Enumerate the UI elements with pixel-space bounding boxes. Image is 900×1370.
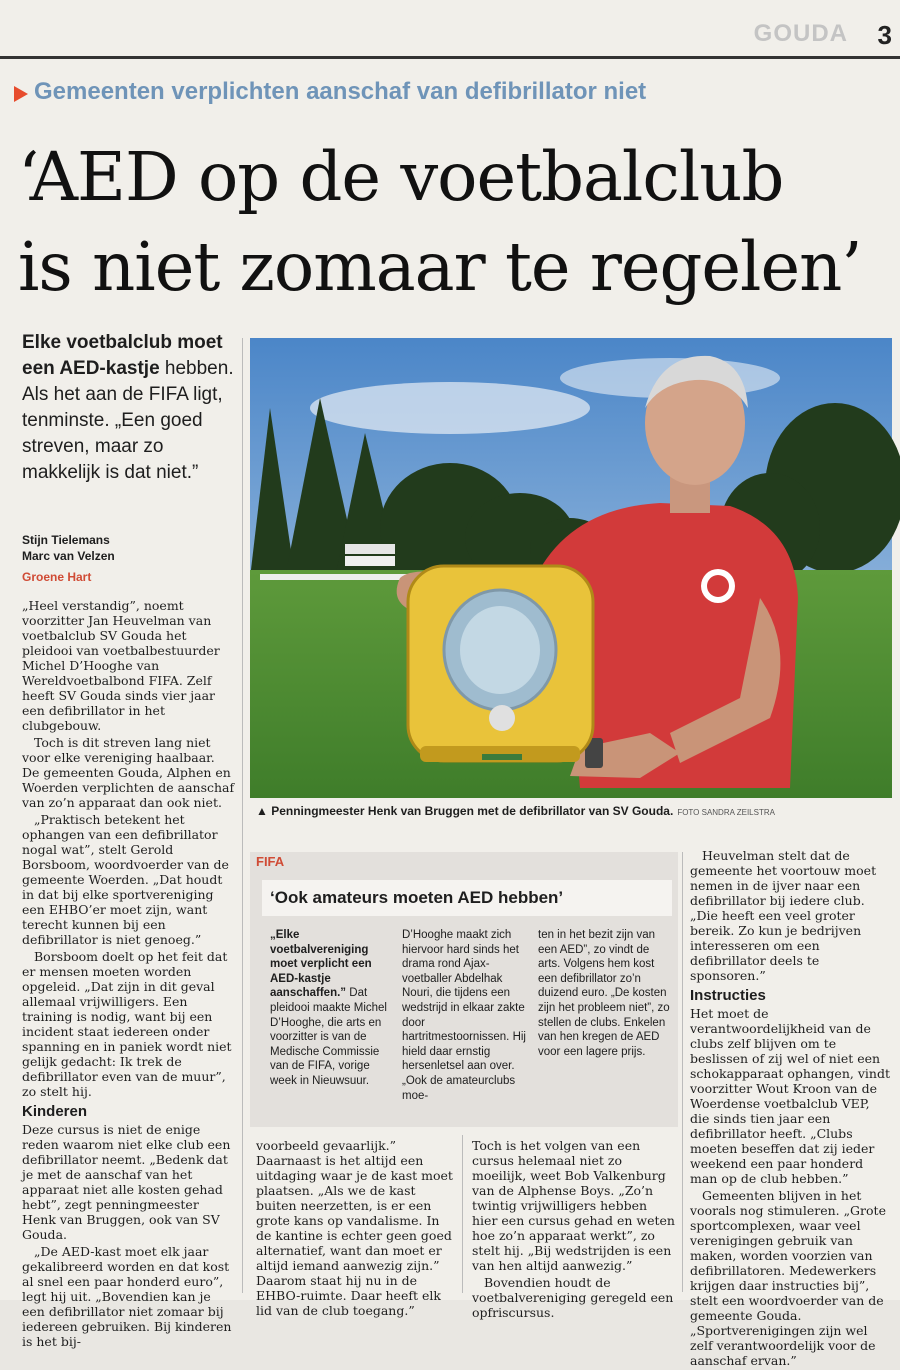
intro-bold: Elke voetbalclub moet een AED-kastje [22, 332, 223, 379]
paragraph: Heuvelman stelt dat de gemeente het voortouw moet nemen in de ijver naar een defibrillator bij iedere club. „Die heeft een veel groter bereik. Zo kun je bedrijven interesseren om een defibrillator deels te sponsoren.” [690, 848, 877, 983]
column-1 [22, 598, 236, 1351]
page-number: 3 [877, 20, 892, 50]
headline-line-2: is niet zomaar te regelen’ [18, 228, 862, 306]
fifa-headline: ‘Ook amateurs moeten AED hebben’ [262, 880, 672, 916]
intro [22, 330, 237, 486]
section-name: GOUDA [753, 20, 848, 47]
paragraph: Het moet de verantwoordelijkheid van de clubs zelf blijven om te beslissen of zij wel of niet een schokapparaat ophangen, vindt voorzitter Wout Kroon van de Woerdense voetbalclub VEP, die sinds tien jaar een defibrillator heeft. „Clubs moeten beseffen dat zij ieder weekend een paar honderd man op de club hebben.” [690, 1006, 890, 1186]
photo-illustration [250, 338, 892, 798]
subhead-instructies: Instructies [690, 987, 766, 1004]
fifa-col1-rest: Dat pleidooi maakte Michel D’Hooghe, die arts en voorzitter is van de Medische Commissie van de FIFA, vorige week in Nieuwsuur. [270, 987, 387, 1087]
author-2: Marc van Velzen [22, 549, 115, 563]
fifa-column-2: D’Hooghe maakt zich hiervoor hard sinds het drama rond Ajax-voetballer Abdelhak Nouri, die tijdens een wedstrijd in elkaar zakte door hartritmestoornissen. Hij hield daar ernstig hersenletsel aan over. „Ook de amateurclubs moe- [402, 929, 526, 1102]
author-1: Stijn Tielemans [22, 533, 110, 547]
subhead-kinderen: Kinderen [22, 1103, 88, 1120]
byline [22, 532, 237, 564]
paragraph: Toch is dit streven lang niet voor elke vereniging haalbaar. De gemeenten Gouda, Alphen en Woerden verplichten de aanschaf van zo’n apparaat dan ook niet. [22, 735, 235, 810]
fifa-col1-bold: „Elke voetbalvereniging moet verplicht een AED-kastje aanschaffen.” [270, 929, 372, 1000]
paragraph: Borsboom doelt op het feit dat er mensen moeten worden opgeleid. „Dat zijn in dit geval allemaal vrijwilligers. Een training is nodig, want bij een incident staat iedereen onder spanning en in paniek wordt niet gelijk gedacht: Ik trek de defibrillator even van de muur”, zo stelt hij. [22, 949, 232, 1099]
kicker [12, 78, 646, 106]
headline [18, 132, 888, 312]
fifa-column-1 [270, 928, 395, 1089]
intro-rest: hebben. Als het aan de FIFA ligt, tenminste. „Een goed streven, maar zo makkelijk is dat niet.” [22, 358, 234, 483]
top-rule [0, 56, 900, 59]
photo-credit: FOTO SANDRA ZEILSTRA [677, 808, 775, 817]
paragraph: Gemeenten blijven in het voorals nog stimuleren. „Grote sportcomplexen, waar veel verenigingen gebruik van maken, worden voorzien van defibrillatoren. Medewerkers krijgen daar instructies bij”, stelt een woordvoerder van de gemeente Gouda. „Sportverenigingen zijn wel zelf verantwoordelijk voor de aanschaf ervan.” [690, 1188, 886, 1368]
column-3 [472, 1138, 676, 1322]
headline-line-1: ‘AED op de voetbalclub [18, 138, 784, 216]
fifa-label: FIFA [256, 854, 285, 869]
column-4 [690, 848, 890, 1370]
region-label: Groene Hart [22, 570, 92, 584]
photo-caption [256, 804, 896, 818]
paragraph: Deze cursus is niet de enige reden waarom niet elke club een defibrillator neemt. „Bedenk dat je met de aanschaf van het apparaat niet alle kosten gehad hebt”, zegt penningmeester Henk van Bruggen, ook van SV Gouda. [22, 1122, 231, 1242]
column-rule [242, 338, 243, 1293]
paragraph: „Heel verstandig”, noemt voorzitter Jan Heuvelman van voetbalclub SV Gouda het pleidooi van voetbalbestuurder Michel D’Hooghe van Wereldvoetbalbond FIFA. Zelf heeft SV Gouda sinds vier jaar een defibrillator in het clubgebouw. [22, 598, 220, 733]
paragraph: Bovendien houdt de voetbalvereniging geregeld een opfriscursus. [472, 1275, 674, 1320]
fifa-column-3: ten in het bezit zijn van een AED”, zo vindt de arts. Volgens hem kost een defibrillator zo’n duizend euro. „De kosten zijn het probleem niet”, zo stellen de clubs. Enkelen van hen kregen de AED voor een lagere prijs. [538, 929, 670, 1058]
column-rule [682, 852, 683, 1292]
caption-text: ▲ Penningmeester Henk van Bruggen met de defibrillator van SV Gouda. [256, 804, 674, 818]
paragraph: Toch is het volgen van een cursus helemaal niet zo moeilijk, weet Bob Valkenburg van de Alphense Boys. „Zo’n twintig vrijwilligers hebben hier een cursus gehad en weten hoe zo’n apparaat werkt”, zo stelt hij. „Bij wedstrijden is een van hen altijd aanwezig.” [472, 1138, 675, 1273]
paragraph: „De AED-kast moet elk jaar gekalibreerd worden en dat kost al snel een paar honderd euro”, legt hij uit. „Bovendien kan je een defibrillator niet zomaar bij iedereen gebruiken. Bij kinderen is het bij- [22, 1244, 232, 1349]
column-2 [256, 1138, 458, 1320]
paragraph: „Praktisch betekent het ophangen van een defibrillator nogal wat”, stelt Gerold Borsboom, woordvoerder van de gemeente Woerden. „Dat houdt in dat bij elke sportvereniging een EHBO’er moet zijn, want terecht kunnen bij een defibrillator is niet genoeg.” [22, 812, 229, 947]
paragraph: voorbeeld gevaarlijk.” Daarnaast is het altijd een uitdaging waar je de kast moet plaatsen. „Als we de kast buiten neerzetten, is er een grote kans op vandalisme. In de kantine is echter geen goed alternatief, want dan moet er altijd iemand aanwezig zijn.” Daarom staat hij nu in de EHBO-ruimte. Daar heeft elk lid van de club toegang.” [256, 1138, 453, 1318]
photo [250, 338, 892, 798]
column-rule [462, 1135, 463, 1293]
kicker-text: Gemeenten verplichten aanschaf van defibrillator niet [34, 78, 647, 105]
